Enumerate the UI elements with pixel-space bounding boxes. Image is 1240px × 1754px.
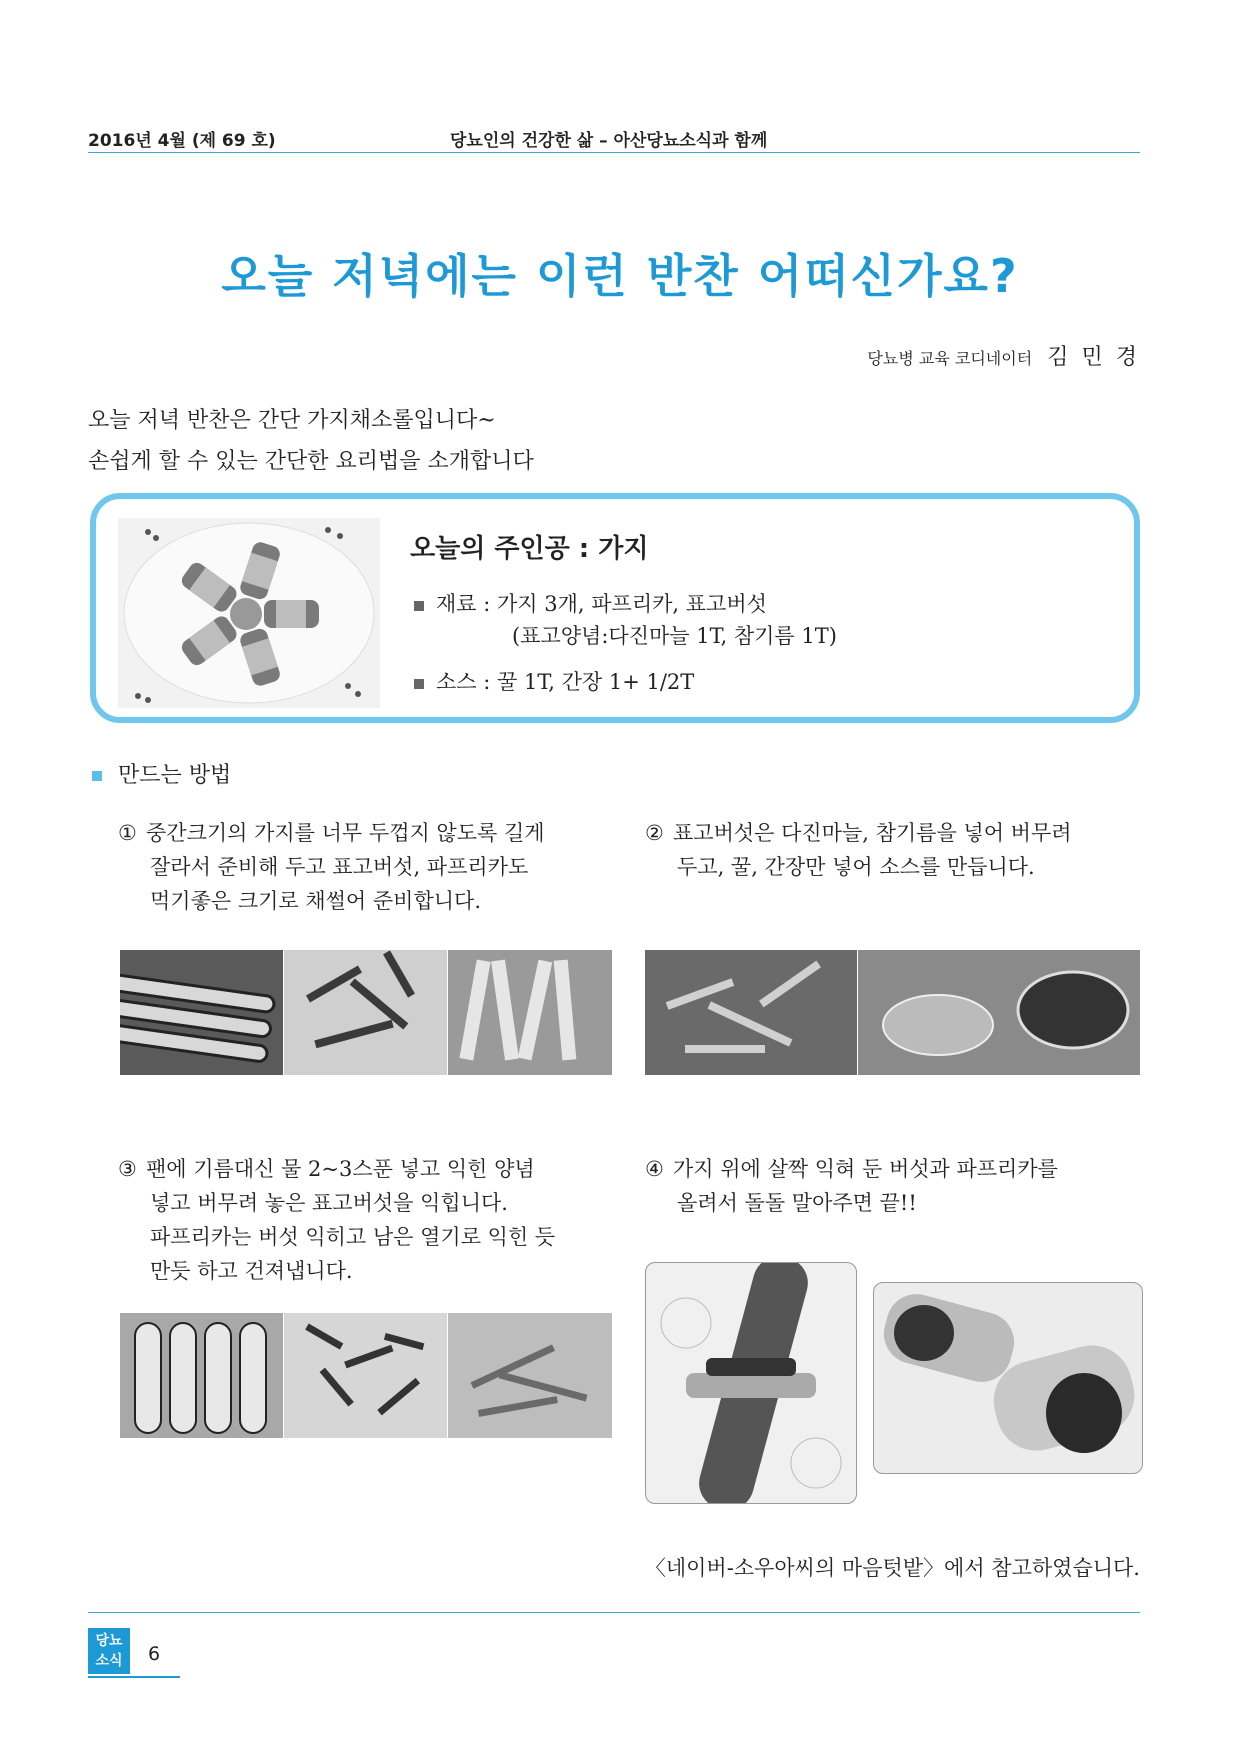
- step-3: [118, 1152, 638, 1288]
- square-bullet-icon: [414, 679, 424, 689]
- materials-row: [414, 588, 767, 618]
- mushroom-strips-photo: [284, 950, 447, 1075]
- author-line: [867, 340, 1140, 371]
- header-divider: [88, 152, 1140, 153]
- sauce-label: 소스 :: [436, 670, 491, 694]
- page-number-underline: [88, 1676, 180, 1678]
- seasoned-mushroom-photo: [645, 950, 857, 1075]
- step-line: 팬에 기름대신 물 2~3스푼 넣고 익힌 양념: [146, 1157, 535, 1181]
- badge-line: 소식: [95, 1653, 123, 1669]
- step-line: 중간크기의 가지를 너무 두껍지 않도록 길게: [146, 821, 545, 845]
- method-heading: [92, 758, 231, 789]
- step-line: 파프리카는 버섯 익히고 남은 열기로 익힌 듯: [150, 1225, 556, 1249]
- page-number: 6: [148, 1643, 161, 1665]
- step-2: [645, 816, 1145, 884]
- page-title: 오늘 저녁에는 이런 반찬 어떠신가요?: [221, 249, 1019, 303]
- step-number: ①: [118, 821, 137, 845]
- step-line: 표고버섯은 다진마늘, 참기름을 넣어 버무려: [673, 821, 1072, 845]
- intro-text: [88, 400, 534, 482]
- sauce-list: 꿀 1T, 간장 1+ 1/2T: [497, 670, 695, 694]
- ingredients-heading: 오늘의 주인공 : 가지: [410, 534, 649, 564]
- author-name: 김 민 경: [1047, 345, 1140, 370]
- step-line: 먹기좋은 크기로 채썰어 준비합니다.: [150, 889, 481, 913]
- step-line: 만듯 하고 건져냅니다.: [150, 1259, 353, 1283]
- badge-line: 당뇨: [95, 1633, 123, 1649]
- step-line: 두고, 꿀, 간장만 넣어 소스를 만듭니다.: [677, 855, 1035, 879]
- eggplant-slices-photo: [120, 950, 283, 1075]
- step-line: 넣고 버무려 놓은 표고버섯을 익힙니다.: [150, 1191, 508, 1215]
- reference-note: 〈네이버-소우아씨의 마음텃밭〉에서 참고하였습니다.: [644, 1556, 1140, 1580]
- issue-info: 2016년 4월 (제 69 호): [88, 131, 276, 151]
- step-1: [118, 816, 618, 918]
- eggplant-pan-photo: [120, 1313, 283, 1438]
- materials-seasoning: (표고양념:다진마늘 1T, 참기름 1T): [512, 624, 837, 648]
- step-number: ④: [645, 1157, 664, 1181]
- step-line: 잘라서 준비해 두고 표고버섯, 파프리카도: [150, 855, 529, 879]
- sauce-bowl-photo: [858, 950, 1140, 1075]
- cooked-paprika-photo: [448, 1313, 612, 1438]
- dish-photo: [118, 518, 380, 708]
- square-bullet-icon: [414, 601, 424, 611]
- sauce-row: [414, 666, 694, 696]
- author-role: 당뇨병 교육 코디네이터: [867, 349, 1033, 368]
- step-line: 올려서 돌돌 말아주면 끝!!: [677, 1191, 917, 1215]
- method-heading-text: 만드는 방법: [118, 763, 232, 788]
- paprika-strips-photo: [448, 950, 612, 1075]
- newsletter-badge: [88, 1628, 130, 1674]
- newsletter-name: 당뇨인의 건강한 삶 – 아산당뇨소식과 함께: [450, 131, 768, 151]
- intro-line: 오늘 저녁 반찬은 간단 가지채소롤입니다~: [88, 408, 496, 433]
- assembled-roll-photo: [645, 1262, 857, 1504]
- materials-label: 재료 :: [436, 592, 491, 616]
- footer-divider: [88, 1612, 1140, 1613]
- rolled-eggplant-photo: [873, 1282, 1143, 1474]
- materials-list: 가지 3개, 파프리카, 표고버섯: [497, 592, 767, 616]
- cooked-mushroom-photo: [284, 1313, 447, 1438]
- intro-line: 손쉽게 할 수 있는 간단한 요리법을 소개합니다: [88, 449, 534, 474]
- square-bullet-icon: [92, 771, 102, 781]
- step-number: ③: [118, 1157, 137, 1181]
- step-4: [645, 1152, 1145, 1220]
- step-line: 가지 위에 살짝 익혀 둔 버섯과 파프리카를: [673, 1157, 1058, 1181]
- step-number: ②: [645, 821, 664, 845]
